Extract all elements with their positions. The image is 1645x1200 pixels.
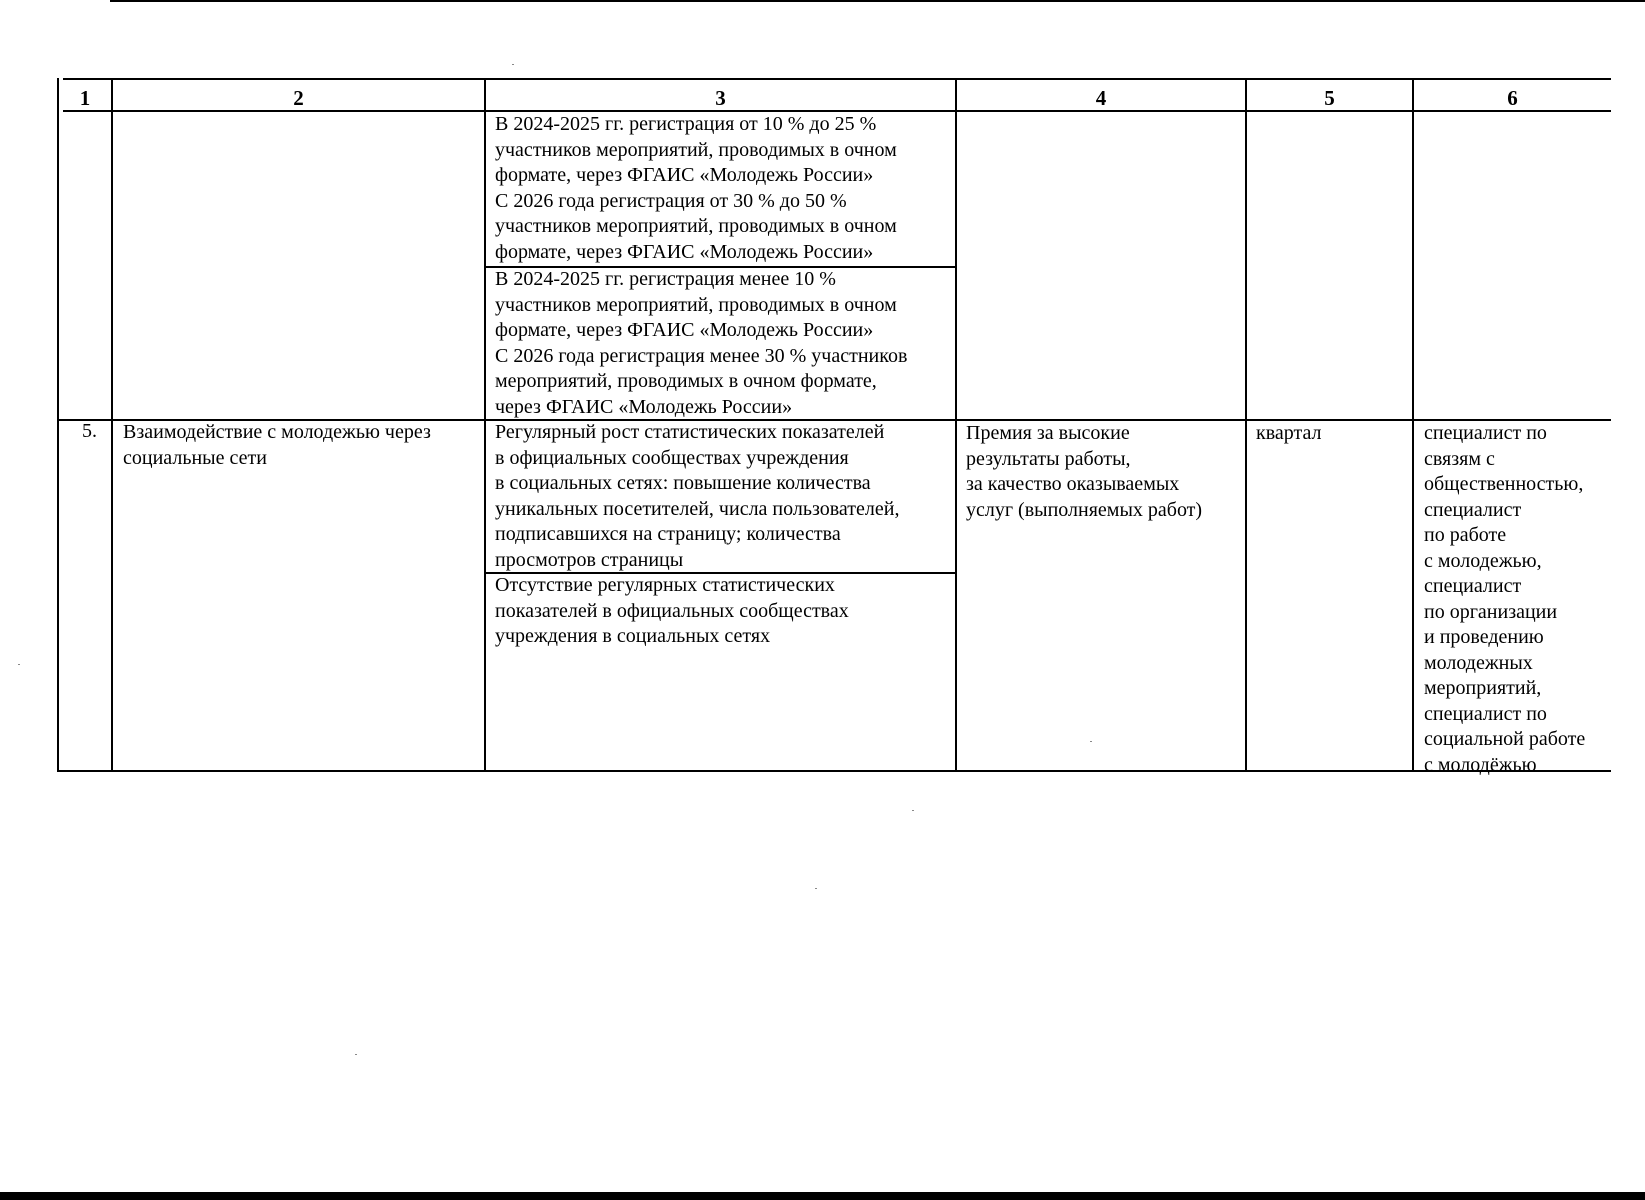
- table-col-divider: [1412, 78, 1414, 771]
- scan-edge-bottom: [0, 1192, 1645, 1200]
- header-col-4: 4: [1095, 86, 1107, 110]
- payment-type: Премия за высокие результаты работы, за качество оказываемых услуг (выполняемых работ): [966, 422, 1203, 521]
- header-col-1: 1: [79, 86, 91, 110]
- header-col-2: 2: [293, 86, 304, 110]
- table-col-divider: [484, 78, 486, 771]
- period: квартал: [1256, 422, 1322, 444]
- header-col-3: 3: [715, 86, 726, 110]
- scan-speck: [912, 810, 914, 811]
- scan-speck: [355, 1054, 357, 1055]
- criterion-achieved: В 2024-2025 гг. регистрация от 10 % до 25 % участников мероприятий, проводимых в очном формате, через ФГАИС «Молодежь России» С 2026 года регистрация от 30 % до 50 % участников мероприятий, проводимых в очном формате, через ФГАИС «Молодежь России»: [495, 113, 897, 263]
- table-col-divider: [1245, 78, 1247, 771]
- table-col-divider: [955, 78, 957, 771]
- responsible-staff: специалист по связям с общественностью, специалист по работе с молодежью, специалист по организации и проведению молодежных мероприятий, специалист по социальной работе с молодёжью: [1424, 422, 1586, 776]
- criterion-not-achieved: Отсутствие регулярных статистических показателей в официальных сообществах учреждения в социальных сетях: [495, 574, 849, 647]
- row-number: 5.: [82, 420, 97, 442]
- table-col-divider: [111, 78, 113, 771]
- scan-speck: [815, 888, 817, 889]
- criterion-not-achieved: В 2024-2025 гг. регистрация менее 10 % участников мероприятий, проводимых в очном формате, через ФГАИС «Молодежь России» С 2026 года регистрация менее 30 % участников мероприятий, проводимых в очном формате, через ФГАИС «Молодежь России»: [495, 268, 908, 418]
- header-col-6: 6: [1507, 86, 1518, 110]
- indicator-name: Взаимодействие с молодежью через социальные сети: [123, 421, 431, 469]
- table-rule-top: [63, 78, 1611, 80]
- criterion-achieved: Регулярный рост статистических показателей в официальных сообществах учреждения в социальных сетях: повышение количества уникальных посетителей, числа пользователей, подписавшихся на страницу; количества просмотров страницы: [495, 421, 900, 571]
- table-rule-bottom: [57, 770, 1611, 772]
- header-col-5: 5: [1324, 86, 1335, 110]
- table-border-left: [57, 78, 59, 771]
